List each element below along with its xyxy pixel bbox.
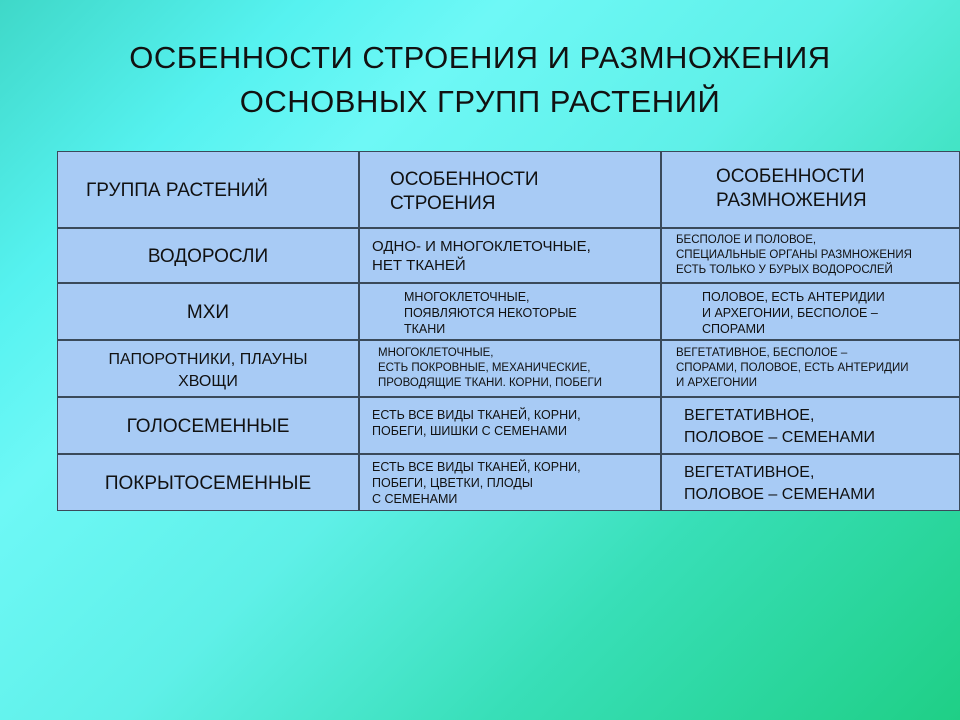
row-5-group-text: ПОКРЫТОСЕМЕННЫЕ xyxy=(104,473,312,494)
row-5-group-cell xyxy=(57,454,359,511)
row-2-reproduction-cell xyxy=(661,283,960,340)
row-5-structure-text: ЕСТЬ ВСЕ ВИДЫ ТКАНЕЙ, КОРНИ, ПОБЕГИ, ЦВЕТКИ, ПЛОДЫ С СЕМЕНАМИ xyxy=(372,460,581,506)
slide-title-line-1: ОСБЕННОСТИ СТРОЕНИЯ И РАЗМНОЖЕНИЯ xyxy=(129,40,831,75)
header-cell-group xyxy=(57,151,359,228)
row-3-group-cell xyxy=(57,340,359,397)
row-4-structure-cell xyxy=(359,397,661,454)
header-cell-structure xyxy=(359,151,661,228)
row-2-group-text: МХИ xyxy=(186,302,230,323)
row-2-reproduction-text: ПОЛОВОЕ, ЕСТЬ АНТЕРИДИИ И АРХЕГОНИИ, БЕСПОЛОЕ – СПОРАМИ xyxy=(702,290,885,336)
row-3-structure-cell xyxy=(359,340,661,397)
row-1-structure-cell xyxy=(359,228,661,283)
row-1-group-cell xyxy=(57,228,359,283)
row-4-group-cell xyxy=(57,397,359,454)
header-reproduction-text: ОСОБЕННОСТИ РАЗМНОЖЕНИЯ xyxy=(716,166,867,211)
row-3-structure-text: МНОГОКЛЕТОЧНЫЕ, ЕСТЬ ПОКРОВНЫЕ, МЕХАНИЧЕСКИЕ, ПРОВОДЯЩИЕ ТКАНИ. КОРНИ, ПОБЕГИ xyxy=(378,347,603,389)
row-4-structure-text: ЕСТЬ ВСЕ ВИДЫ ТКАНЕЙ, КОРНИ, ПОБЕГИ, ШИШКИ С СЕМЕНАМИ xyxy=(372,408,581,438)
row-3-reproduction-text: ВЕГЕТАТИВНОЕ, БЕСПОЛОЕ – СПОРАМИ, ПОЛОВОЕ, ЕСТЬ АНТЕРИДИИ И АРХЕГОНИИ xyxy=(676,347,909,389)
slide-title-line-2: ОСНОВНЫХ ГРУПП РАСТЕНИЙ xyxy=(239,84,721,119)
header-group-text: ГРУППА РАСТЕНИЙ xyxy=(86,180,268,201)
row-2-structure-text: МНОГОКЛЕТОЧНЫЕ, ПОЯВЛЯЮТСЯ НЕКОТОРЫЕ ТКАНИ xyxy=(404,290,577,336)
row-4-reproduction-text: ВЕГЕТАТИВНОЕ, ПОЛОВОЕ – СЕМЕНАМИ xyxy=(684,407,876,446)
row-5-reproduction-text: ВЕГЕТАТИВНОЕ, ПОЛОВОЕ – СЕМЕНАМИ xyxy=(684,464,876,503)
plant-groups-table xyxy=(57,151,960,511)
header-structure-text: ОСОБЕННОСТИ СТРОЕНИЯ xyxy=(390,169,539,214)
row-1-reproduction-text: БЕСПОЛОЕ И ПОЛОВОЕ, СПЕЦИАЛЬНЫЕ ОРГАНЫ РАЗМНОЖЕНИЯ ЕСТЬ ТОЛЬКО У БУРЫХ ВОДОРОСЛЕЙ xyxy=(676,234,912,276)
row-4-group-text: ГОЛОСЕМЕННЫЕ xyxy=(126,416,290,437)
row-3-reproduction-cell xyxy=(661,340,960,397)
row-3-group-text: ПАПОРОТНИКИ, ПЛАУНЫ ХВОЩИ xyxy=(108,351,308,390)
row-4-reproduction-cell xyxy=(661,397,960,454)
row-1-structure-text: ОДНО- И МНОГОКЛЕТОЧНЫЕ, НЕТ ТКАНЕЙ xyxy=(372,238,591,274)
slide-title xyxy=(0,36,960,124)
row-5-structure-cell xyxy=(359,454,661,511)
row-1-group-text: ВОДОРОСЛИ xyxy=(147,246,269,267)
row-2-group-cell xyxy=(57,283,359,340)
header-cell-reproduction xyxy=(661,151,960,228)
row-1-reproduction-cell xyxy=(661,228,960,283)
row-5-reproduction-cell xyxy=(661,454,960,511)
row-2-structure-cell xyxy=(359,283,661,340)
